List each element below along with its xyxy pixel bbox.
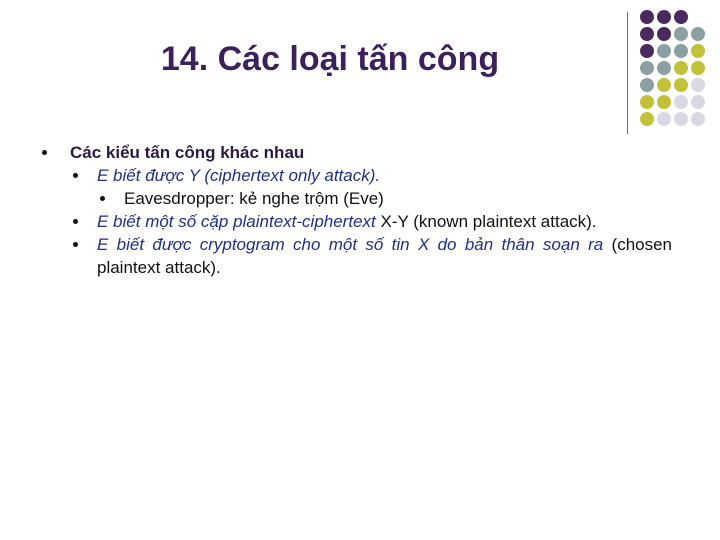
- decorative-dot: [657, 112, 671, 126]
- decorative-dot: [674, 61, 688, 75]
- decorative-dot: [691, 78, 705, 92]
- decorative-dot: [657, 95, 671, 109]
- bullet-text: Các kiểu tấn công khác nhau: [70, 143, 305, 162]
- decorative-dot: [657, 78, 671, 92]
- bullet-text-plain: X-Y (known plaintext attack).: [375, 212, 597, 231]
- bullet-icon: [42, 150, 47, 155]
- bullet-text-italic: E biết được cryptogram cho một số tin X do bản thân soạn ra: [97, 235, 604, 254]
- decorative-dot: [640, 61, 654, 75]
- bullet-icon: [100, 196, 105, 201]
- decorative-dot: [657, 27, 671, 41]
- decorative-dot: [657, 44, 671, 58]
- list-item: [40, 187, 672, 210]
- decorative-dot: [674, 95, 688, 109]
- decorative-dot-grid: [640, 10, 720, 130]
- decorative-dot: [640, 112, 654, 126]
- bullet-list: [40, 141, 672, 279]
- decorative-dot: [674, 78, 688, 92]
- decorative-dot: [674, 112, 688, 126]
- decorative-dot: [691, 27, 705, 41]
- decorative-dot: [640, 78, 654, 92]
- decorative-dot: [657, 10, 671, 24]
- decorative-dot: [657, 61, 671, 75]
- bullet-text-plain: (chosen plaintext attack).: [97, 235, 673, 277]
- decorative-dot: [691, 95, 705, 109]
- decorative-dot: [674, 44, 688, 58]
- bullet-text: E biết được Y (ciphertext only attack).: [97, 166, 381, 185]
- slide-title: 14. Các loại tấn công: [160, 40, 500, 78]
- decorative-dot: [691, 61, 705, 75]
- bullet-icon: [73, 242, 78, 247]
- decorative-divider: [627, 12, 628, 134]
- decorative-dot: [674, 27, 688, 41]
- bullet-text-italic: E biết một số cặp plaintext-ciphertext: [97, 212, 376, 231]
- list-item: [40, 141, 672, 164]
- bullet-text: Eavesdropper: kẻ nghe trộm (Eve): [124, 189, 384, 208]
- decorative-dot: [691, 112, 705, 126]
- decorative-dot: [691, 44, 705, 58]
- decorative-dot: [640, 27, 654, 41]
- decorative-dot: [674, 10, 688, 24]
- decorative-dot: [640, 95, 654, 109]
- bullet-icon: [73, 173, 78, 178]
- list-item: [40, 233, 672, 279]
- decorative-dot: [640, 10, 654, 24]
- decorative-dot: [640, 44, 654, 58]
- bullet-icon: [73, 219, 78, 224]
- list-item: [40, 164, 672, 187]
- list-item: [40, 210, 672, 233]
